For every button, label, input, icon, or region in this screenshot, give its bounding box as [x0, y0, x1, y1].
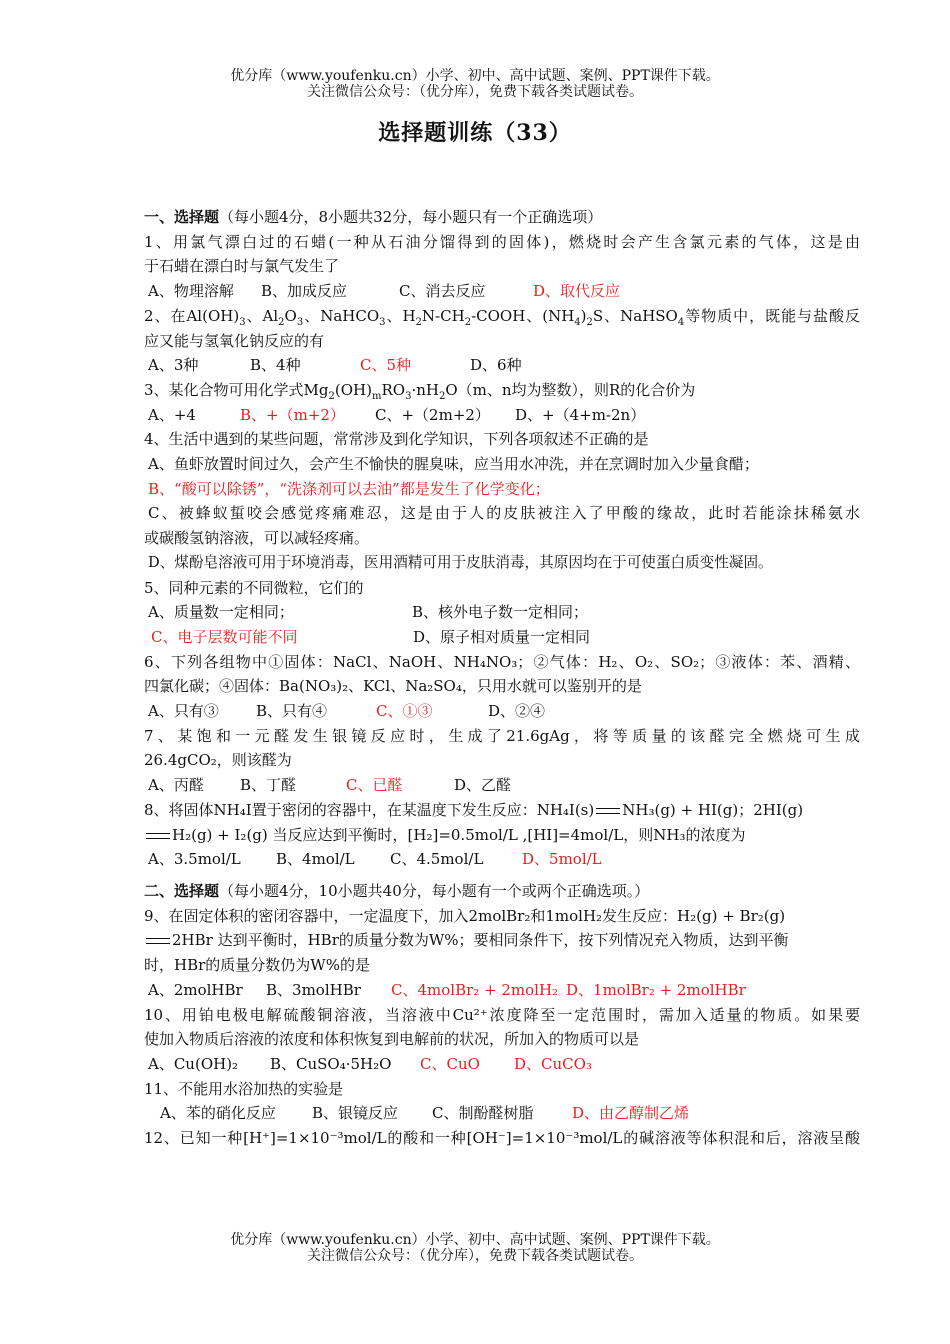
q5-option-b: B、核外电子数一定相同； [412, 603, 589, 622]
equilibrium-arrow-icon [146, 936, 170, 946]
q5-options-row-1 [144, 600, 860, 625]
q11-options [144, 1101, 860, 1126]
q2-stem-part: 等物质中，既能与盐酸反 [684, 306, 860, 325]
footer-line-2: 关注微信公众号：（优分库），免费下载各类试题试卷。 [307, 1248, 643, 1264]
q3-option-c: C、+（2m+2） [375, 405, 490, 424]
q10-stem-line-1: 10、用铂电极电解硫酸铜溶液，当溶液中Cu²⁺浓度降至一定范围时，需加入适量的物质。如果要 [144, 1005, 860, 1024]
q8-stem-part: H₂(g) + I₂(g) 当反应达到平衡时，[H₂]=0.5mol/L ,[HI]=4mol/L，则NH₃的浓度为 [172, 825, 746, 844]
document-body [144, 205, 860, 1151]
q9-options [144, 978, 860, 1003]
q2-option-d: D、6种 [470, 356, 522, 375]
footer-line-1: 优分库（www.youfenku.cn）小学、初中、高中试题、案例、PPT课件下载。 [230, 1232, 720, 1248]
q2-stem-line-2: 应又能与氢氧化钠反应的有 [144, 331, 325, 350]
q11-option-a: A、苯的硝化反应 [160, 1104, 276, 1123]
q7-option-d: D、乙醛 [454, 776, 512, 795]
q5-option-a: A、质量数一定相同； [148, 603, 294, 622]
q11-option-c: C、制酚醛树脂 [432, 1104, 534, 1123]
q7-option-b: B、丁醛 [240, 776, 297, 795]
q4-option-c-line-1: C、被蜂蚁蜇咬会感觉疼痛难忍，这是由于人的皮肤被注入了甲酸的缘故，此时若能涂抹稀氨水 [148, 504, 860, 523]
q6-stem-line-2: 四氯化碳；④固体：Ba(NO₃)₂、KCl、Na₂SO₄，只用水就可以鉴别开的是 [144, 677, 642, 696]
q4-option-c-line-2: 或碳酸氢钠溶液，可以减轻疼痛。 [144, 529, 370, 548]
q5-stem: 5、同种元素的不同微粒，它们的 [144, 578, 364, 597]
footer [0, 1232, 950, 1264]
q9-stem-line-1: 9、在固定体积的密闭容器中，一定温度下，加入2molBr₂和1molH₂发生反应：H₂(g) + Br₂(g) [144, 906, 786, 925]
q2-option-c: C、5种 [360, 356, 412, 375]
q2-stem-part: O [284, 306, 297, 325]
q7-stem-line-2: 26.4gCO₂，则该醛为 [144, 751, 292, 770]
q7-option-a: A、丙醛 [148, 776, 204, 795]
q3-stem: 3、某化合物可用化学式$Mg_2(OH)_mRO_3\cdot nH_2O(m$、n均为整数），则R的化合价为 [144, 380, 696, 402]
q2-options [144, 353, 860, 378]
q5-options-row-2 [144, 625, 860, 650]
header-line-1: 优分库（www.youfenku.cn）小学、初中、高中试题、案例、PPT课件下载。 [230, 68, 720, 84]
q2-stem-part: S、NaHSO [592, 306, 678, 325]
q6-stem-line-1: 6、下列各组物中①固体：NaCl、NaOH、NH₄NO₃；②气体：H₂、O₂、SO₂；③液体：苯、酒精、 [144, 652, 860, 671]
q8-option-c: C、4.5mol/L [390, 850, 484, 869]
section-1-label: 一、选择题 [144, 208, 220, 226]
q2-option-b: B、4种 [250, 356, 301, 375]
section-1-heading [144, 205, 860, 230]
q1-options [144, 279, 860, 304]
q10-option-a: A、Cu(OH)₂ [148, 1054, 239, 1073]
q11-stem: 11、不能用水浴加热的实验是 [144, 1079, 344, 1098]
section-1-note: （每小题4分，8小题共32分，每小题只有一个正确选项） [219, 208, 603, 226]
section-2-label: 二、选择题 [144, 881, 220, 900]
q2-stem-part: 、H [385, 306, 416, 325]
q9-stem-line-2 [144, 928, 860, 953]
q2-option-a: A、3种 [148, 356, 199, 375]
q8-options [144, 847, 860, 872]
section-2-note: （每小题4分，10小题共40分，每小题有一个或两个正确选项。） [219, 881, 650, 900]
q7-options [144, 773, 860, 798]
q3-stem-part: RO [381, 380, 406, 399]
q1-option-c: C、消去反应 [399, 282, 486, 301]
q2-stem-part: 2、在Al(OH) [144, 306, 240, 325]
q8-stem-part: NH₃(g) + HI(g)；2HI(g) [622, 800, 804, 819]
page-title: 选择题训练（33） [378, 120, 572, 146]
q7-option-c: C、已醛 [346, 776, 403, 795]
q3-option-d: D、+（4+m-2n） [515, 405, 646, 424]
q7-stem-line-1: 7、某饱和一元醛发生银镜反应时，生成了21.6gAg，将等质量的该醛完全燃烧可生成 [144, 726, 860, 745]
q11-option-b: B、银镜反应 [312, 1104, 399, 1123]
q6-option-d: D、②④ [488, 702, 546, 721]
q6-options [144, 699, 860, 724]
q2-stem-part: 、Al [245, 306, 279, 325]
q9-option-d: D、1molBr₂ + 2molHBr [566, 980, 746, 999]
q9-stem-part: 2HBr 达到平衡时，HBr的质量分数为W%；要相同条件下，按下列情况充入物质，达到平衡 [172, 931, 789, 950]
q6-option-c: C、①③ [376, 702, 433, 721]
q2-stem-part: N-CH [421, 306, 465, 325]
q10-option-b: B、CuSO₄·5H₂O [270, 1054, 392, 1073]
q4-option-b: B、“酸可以除锈”，“洗涤剂可以去油”都是发生了化学变化； [148, 479, 550, 498]
q8-option-d: D、5mol/L [522, 850, 602, 869]
q9-stem-line-3: 时，HBr的质量分数仍为W%的是 [144, 956, 370, 975]
q10-stem-line-2: 使加入物质后溶液的浓度和体积恢复到电解前的状况，所加入的物质可以是 [144, 1030, 640, 1049]
q1-option-d: D、取代反应 [533, 282, 621, 301]
section-2-heading [144, 879, 860, 904]
q8-option-b: B、4mol/L [276, 850, 355, 869]
q8-stem-part: 8、将固体NH₄I置于密闭的容器中，在某温度下发生反应：NH₄I(s) [144, 800, 595, 819]
equilibrium-arrow-icon [146, 831, 170, 841]
header-line-2: 关注微信公众号：（优分库），免费下载各类试题试卷。 [307, 84, 643, 100]
q9-option-c: C、4molBr₂ + 2molH₂ [391, 980, 559, 999]
q11-option-d: D、由乙醇制乙烯 [572, 1104, 690, 1123]
q10-option-c: C、CuO [420, 1054, 480, 1073]
q1-stem-line-2: 于石蜡在漂白时与氯气发生了 [144, 257, 340, 276]
q2-stem-part: -COOH、(NH [471, 306, 575, 325]
q3-stem-part: O（m、n均为整数），则R的化合价为 [445, 380, 696, 399]
q3-options [144, 403, 860, 428]
q6-option-b: B、只有④ [256, 702, 328, 721]
q10-options [144, 1052, 860, 1077]
q8-stem-line-1 [144, 798, 860, 823]
q3-option-a: A、+4 [148, 405, 196, 424]
q3-option-b: B、+（m+2） [240, 405, 345, 424]
q6-option-a: A、只有③ [148, 702, 219, 721]
q1-stem-line-1: 1、用氯气漂白过的石蜡(一种从石油分馏得到的固体)，燃烧时会产生含氯元素的气体，这是由 [144, 232, 860, 251]
q1-option-b: B、加成反应 [261, 282, 348, 301]
q1-option-a: A、物理溶解 [148, 282, 234, 301]
q9-option-b: B、3molHBr [266, 980, 361, 999]
q10-option-d: D、CuCO₃ [514, 1054, 592, 1073]
header [0, 68, 950, 100]
q4-option-d: D、煤酚皂溶液可用于环境消毒，医用酒精可用于皮肤消毒，其原因均在于可使蛋白质变性凝固。 [148, 553, 773, 571]
q5-option-c: C、电子层数可能不同 [151, 627, 298, 646]
q4-option-a: A、鱼虾放置时间过久，会产生不愉快的腥臭味，应当用水冲洗，并在烹调时加入少量食醋； [148, 455, 759, 474]
q3-stem-part: ·nH [411, 380, 439, 399]
q3-stem-part: 3、某化合物可用化学式Mg [144, 380, 329, 399]
q2-stem-line-1: 2、在$Al(OH)_3$、$Al_2O_3$、NaHCO$_3$、$H_2N-CH_2$-COOH、$(NH_4)_2S$、NaHSO$_4$等物质中，既能与盐酸反 [144, 306, 860, 328]
q2-stem-part: 、NaHCO [303, 306, 380, 325]
q3-stem-part: (OH) [334, 380, 372, 399]
q12-stem-line-1: 12、已知一种[H⁺]=1×10⁻³mol/L的酸和一种[OH⁻]=1×10⁻³mol/L的碱溶液等体积混和后，溶液呈酸 [144, 1129, 860, 1148]
q9-option-a: A、2molHBr [148, 980, 243, 999]
q8-option-a: A、3.5mol/L [148, 850, 241, 869]
q5-option-d: D、原子相对质量一定相同 [413, 627, 591, 646]
q8-stem-line-2 [144, 823, 860, 848]
q2-stem-part: ) [580, 306, 587, 325]
q4-stem: 4、生活中遇到的某些问题，常常涉及到化学知识，下列各项叙述不正确的是 [144, 430, 649, 449]
equilibrium-arrow-icon [596, 806, 620, 816]
